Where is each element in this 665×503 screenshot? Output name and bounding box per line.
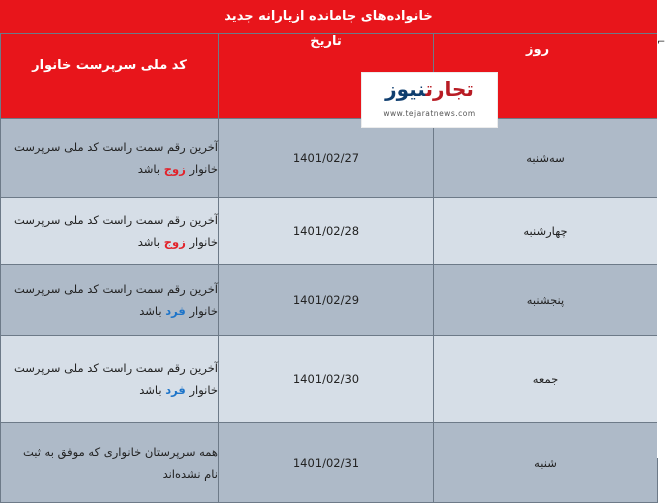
header-row [1,34,658,119]
tejarat-news-logo [361,72,498,128]
row-date: 1401/02/31 [219,423,434,503]
keyword-even: زوج [163,235,186,249]
edge-mark-icon: ⌐ [657,37,665,48]
window-edge [657,0,661,458]
row-day: جمعه [434,336,658,423]
row-description [1,265,219,336]
description-suffix: باشد [137,162,161,176]
description-line-1: آخرین رقم سمت راست کد ملی سرپرست [13,213,218,227]
table-row [1,198,658,265]
table-row [1,336,658,423]
keyword-even: زوج [163,162,186,176]
description-line-2 [1,231,218,253]
logo-url: www.tejaratnews.com [383,109,476,118]
description-line-1: آخرین رقم سمت راست کد ملی سرپرست [13,282,218,296]
description-suffix: باشد [139,304,162,318]
row-description [1,119,219,198]
description-prefix: نام نشده‌اند [162,466,218,481]
schedule-table [0,33,658,503]
description-line-1: همه سرپرستان خانواری که موفق به ثبت [22,444,218,459]
logo-part-1: تجارت [425,77,474,101]
description-prefix: خانوار [189,304,218,318]
row-description [1,198,219,265]
row-day: پنجشنبه [434,265,658,336]
description-line-1: آخرین رقم سمت راست کد ملی سرپرست [13,140,218,154]
logo-part-2: نیوز [385,77,426,101]
row-date: 1401/02/29 [219,265,434,336]
description-suffix: باشد [139,383,162,397]
row-day: چهارشنبه [434,198,658,265]
row-date: 1401/02/28 [219,198,434,265]
description-suffix: باشد [137,235,161,249]
header-national-code: کد ملی سرپرست خانوار [1,34,219,119]
description-prefix: خانوار [189,162,218,176]
description-prefix: خانوار [189,235,218,249]
logo-wordmark [362,77,497,101]
description-line-2 [1,300,218,322]
description-prefix: خانوار [189,383,218,397]
description-line-2 [1,379,218,401]
header-date: تاریخ [219,34,434,119]
row-description [1,336,219,423]
table-row [1,119,658,198]
description-line-1: آخرین رقم سمت راست کد ملی سرپرست [13,361,218,375]
keyword-odd: فرد [165,304,186,318]
table-row [1,423,658,503]
row-date: 1401/02/30 [219,336,434,423]
row-day: سه‌شنبه [434,119,658,198]
header-day: روز [434,34,658,119]
table-row [1,265,658,336]
description-line-2 [1,158,218,180]
description-line-2 [1,463,218,485]
row-description [1,423,219,503]
keyword-odd: فرد [165,383,186,397]
table-title: خانواده‌های جامانده ازیارانه جدید [0,0,657,34]
row-day: شنبه [434,423,658,503]
row-date: 1401/02/27 [219,119,434,198]
